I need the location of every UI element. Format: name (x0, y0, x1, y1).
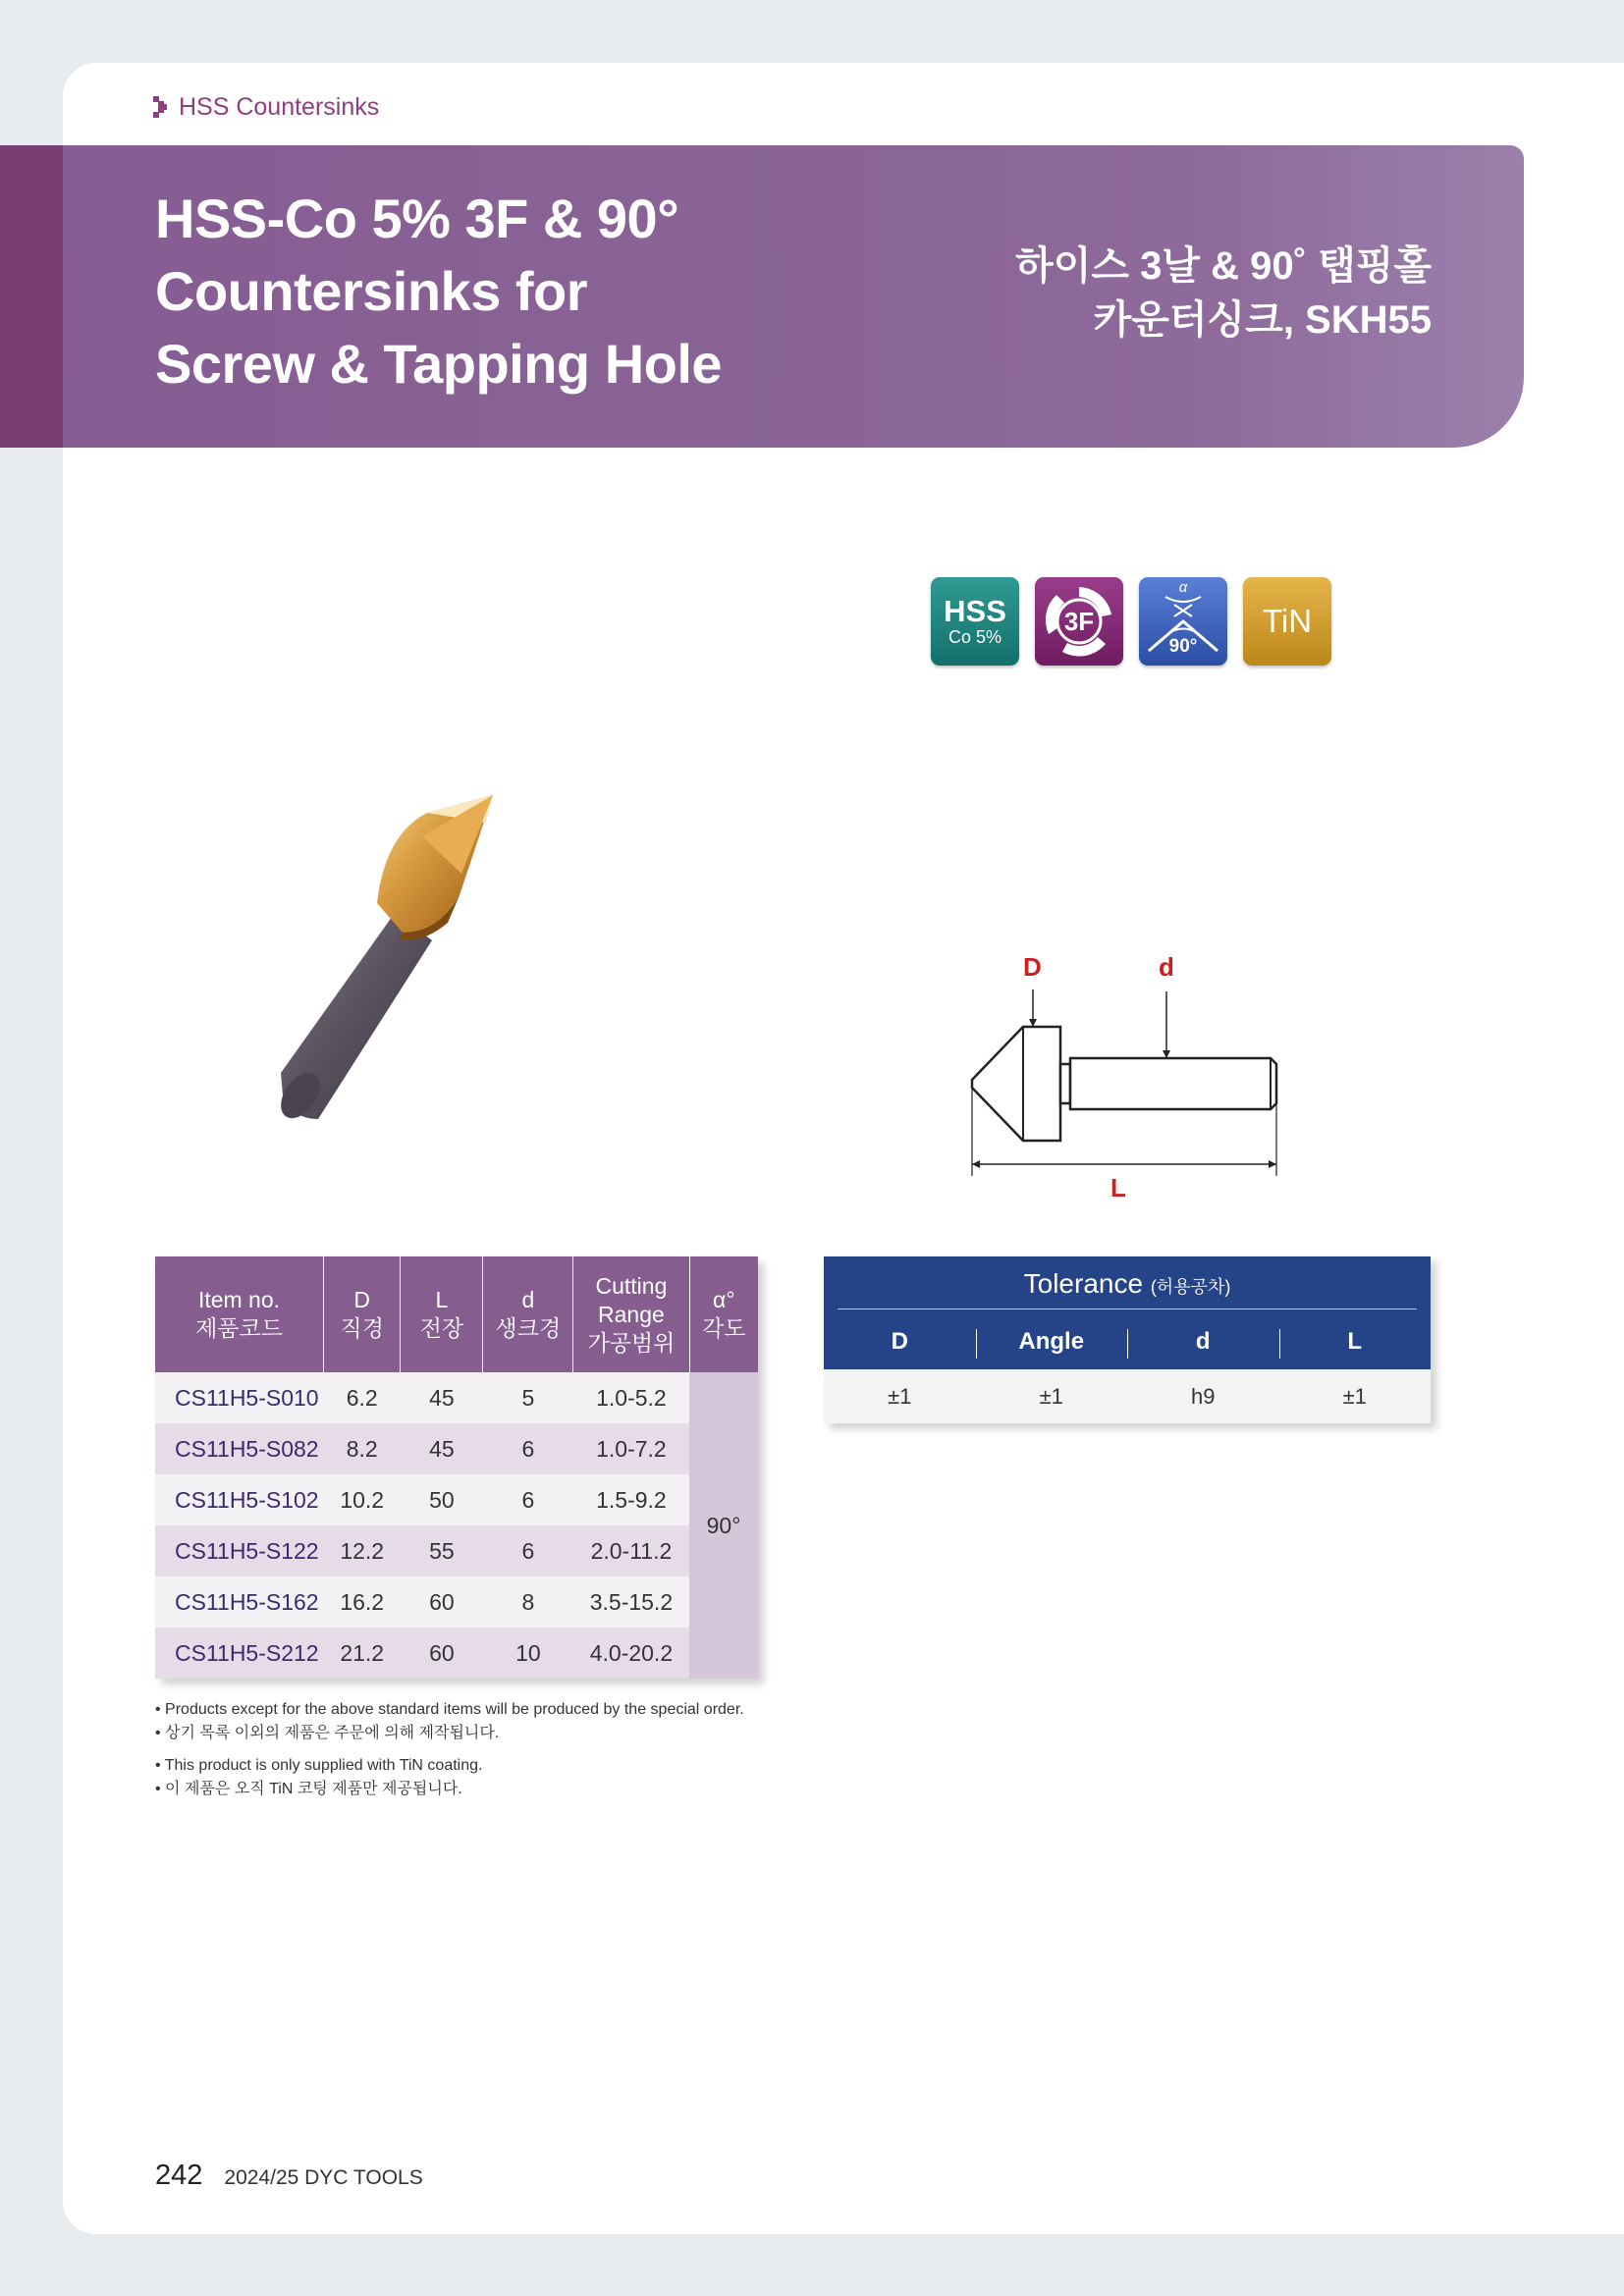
hss-badge (931, 577, 1019, 666)
note-tin-coating-ko: • 이 제품은 오직 TiN 코팅 제품만 제공됩니다. (155, 1781, 462, 1797)
title-line-1: HSS-Co 5% 3F & 90° (155, 187, 679, 249)
shank-d: 5 (483, 1372, 573, 1423)
breadcrumb[interactable] (153, 92, 379, 122)
tolerance-col-angle: Angle (976, 1317, 1128, 1366)
table-row (155, 1525, 758, 1576)
angle-badge (1139, 577, 1227, 666)
shank-d: 6 (483, 1474, 573, 1525)
col-L-en: L (435, 1287, 449, 1312)
table-row (155, 1423, 758, 1474)
title-ko-line-2: 카운터싱크, SKH55 (1093, 298, 1432, 342)
table-row (155, 1474, 758, 1525)
length-L: 60 (401, 1628, 483, 1679)
col-D-ko: 직경 (340, 1315, 384, 1341)
col-item-no-en: Item no. (197, 1287, 281, 1312)
col-L (401, 1256, 483, 1372)
title-line-2: Countersinks for (155, 260, 588, 322)
dimension-label-d: d (1159, 952, 1174, 982)
col-cutting-range-en-2: Range (598, 1301, 665, 1327)
page-footer (155, 2160, 423, 2192)
tolerance-title-en: Tolerance (1023, 1268, 1144, 1299)
hss-badge-sublabel: Co 5% (947, 627, 1002, 647)
diameter-D: 16.2 (324, 1576, 401, 1628)
cutting-range: 1.0-7.2 (573, 1423, 689, 1474)
tolerance-table (824, 1256, 1431, 1423)
tin-coating-badge (1243, 577, 1331, 666)
diameter-D: 10.2 (324, 1474, 401, 1525)
col-cutting-range (573, 1256, 689, 1372)
col-angle-ko: 각도 (702, 1315, 746, 1341)
shank-d: 6 (483, 1525, 573, 1576)
length-L: 55 (401, 1525, 483, 1576)
tolerance-divider (838, 1308, 1417, 1309)
note-special-order-ko: • 상기 목록 이외의 제품은 주문에 의해 제작됩니다. (155, 1725, 500, 1741)
tolerance-value-d: h9 (1191, 1383, 1216, 1409)
item-code: CS11H5-S082 (155, 1423, 324, 1474)
col-cutting-range-ko: 가공범위 (587, 1329, 676, 1356)
length-L: 45 (401, 1423, 483, 1474)
page-title-korean (1015, 240, 1432, 347)
banner-stripe (0, 145, 63, 448)
title-ko-line-1: 하이스 3날 & 90˚ 탭핑홀 (1015, 244, 1432, 288)
page-title (155, 183, 722, 400)
diameter-D: 12.2 (324, 1525, 401, 1576)
title-line-3: Screw & Tapping Hole (155, 333, 723, 395)
tolerance-columns (824, 1317, 1431, 1366)
tolerance-col-d: d (1127, 1317, 1279, 1366)
col-item-no (155, 1256, 324, 1372)
tolerance-value-L: ±1 (1342, 1383, 1367, 1409)
page-number: 242 (155, 2160, 203, 2191)
table-row (155, 1372, 758, 1423)
dimension-label-L: L (1110, 1173, 1126, 1202)
col-angle (689, 1256, 758, 1372)
dimension-label-D: D (1023, 952, 1042, 982)
tolerance-col-L: L (1279, 1317, 1432, 1366)
footnotes (155, 1698, 744, 1801)
tolerance-col-D: D (891, 1328, 908, 1355)
tin-badge-label: TiN (1262, 603, 1313, 639)
length-L: 45 (401, 1372, 483, 1423)
cutting-range: 1.5-9.2 (573, 1474, 689, 1525)
shank-d: 10 (483, 1628, 573, 1679)
col-d (483, 1256, 573, 1372)
table-row (155, 1628, 758, 1679)
diameter-D: 8.2 (324, 1423, 401, 1474)
note-special-order-en: • Products except for the above standard items will be produced by the special order. (155, 1701, 744, 1718)
cutting-range: 3.5-15.2 (573, 1576, 689, 1628)
tolerance-title-ko: (허용공차) (1150, 1277, 1231, 1297)
col-item-no-ko: 제품코드 (195, 1315, 283, 1341)
col-cutting-range-en-1: Cutting (595, 1272, 668, 1299)
spec-table (155, 1256, 758, 1679)
three-flute-badge (1035, 577, 1123, 666)
feature-badges (931, 577, 1331, 666)
col-d-ko: 생크경 (495, 1315, 562, 1341)
note-tin-coating-en: • This product is only supplied with TiN coating. (155, 1757, 483, 1774)
angle-value-label: 90° (1168, 636, 1198, 657)
breadcrumb-label: HSS Countersinks (179, 92, 380, 121)
length-L: 60 (401, 1576, 483, 1628)
col-D-en: D (353, 1287, 371, 1312)
publication-name: 2024/25 DYC TOOLS (224, 2166, 423, 2189)
shank-d: 6 (483, 1423, 573, 1474)
item-code: CS11H5-S162 (155, 1576, 324, 1628)
item-code: CS11H5-S102 (155, 1474, 324, 1525)
tolerance-title (824, 1268, 1431, 1300)
item-code: CS11H5-S212 (155, 1628, 324, 1679)
countersink-product-image (275, 766, 707, 1139)
tolerance-value-angle: ±1 (1039, 1383, 1063, 1409)
item-code: CS11H5-S122 (155, 1525, 324, 1576)
cutting-range: 1.0-5.2 (573, 1372, 689, 1423)
length-L: 50 (401, 1474, 483, 1525)
diameter-D: 21.2 (324, 1628, 401, 1679)
cutting-range: 4.0-20.2 (573, 1628, 689, 1679)
col-d-en: d (521, 1287, 535, 1312)
tolerance-values-row (824, 1369, 1431, 1423)
col-D (324, 1256, 401, 1372)
hss-badge-label: HSS (944, 594, 1006, 628)
angle-cell: 90° (689, 1372, 758, 1679)
chevron-right-icon (153, 96, 167, 118)
angle-alpha-label: α (1178, 579, 1188, 596)
tolerance-value-D: ±1 (888, 1383, 912, 1409)
cutting-range: 2.0-11.2 (573, 1525, 689, 1576)
dimension-drawing (943, 948, 1296, 1194)
col-L-ko: 전장 (419, 1315, 464, 1341)
diameter-D: 6.2 (324, 1372, 401, 1423)
spec-table-header (155, 1256, 758, 1372)
col-angle-en: α° (713, 1287, 735, 1312)
item-code: CS11H5-S010 (155, 1372, 324, 1423)
shank-d: 8 (483, 1576, 573, 1628)
tolerance-header (824, 1256, 1431, 1369)
table-row (155, 1576, 758, 1628)
three-flute-label: 3F (1063, 606, 1095, 636)
